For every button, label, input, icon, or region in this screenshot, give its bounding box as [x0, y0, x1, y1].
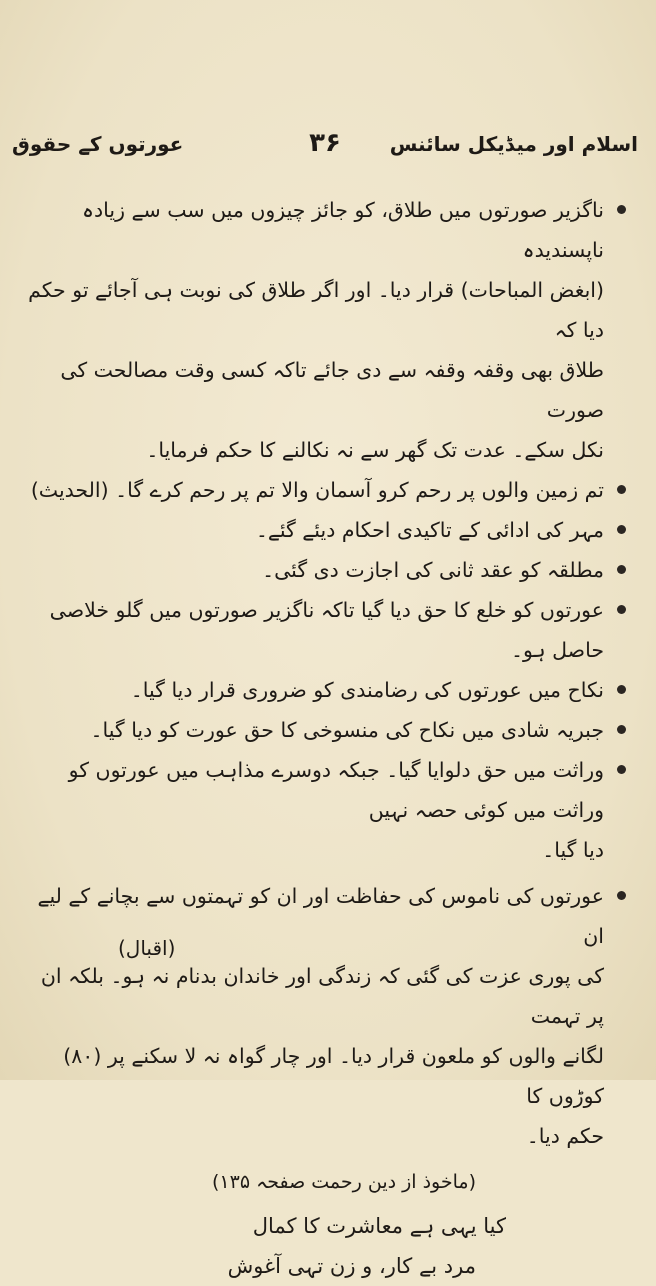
- bullet-icon: [617, 205, 626, 214]
- verse-line: کیا یہی ہے معاشرت کا کمال: [252, 1214, 506, 1238]
- bullet-icon: [617, 685, 626, 694]
- chapter-title: عورتوں کے حقوق: [12, 132, 184, 156]
- text-line: لگانے والوں کو ملعون قرار دیا۔ اور چار گواہ نہ لا سکنے پر (۸۰) کوڑوں کا: [63, 1044, 604, 1108]
- bullet-icon: [617, 565, 626, 574]
- text-line: وراثت میں حق دلوایا گیا۔ جبکہ دوسرے مذاہب میں عورتوں کو وراثت میں کوئی حصہ نہیں: [68, 758, 604, 822]
- text-line: (ابغض المباحات) قرار دیا۔ اور اگر طلاق کی نوبت ہی آجائے تو حکم دیا کہ: [28, 278, 604, 342]
- bullet-icon: [617, 891, 626, 900]
- text-line: نکل سکے۔ عدت تک گھر سے نہ نکالنے کا حکم فرمایا۔: [146, 438, 604, 462]
- bullet-item-inheritance: [26, 750, 626, 870]
- page-number: ۳۶: [309, 128, 341, 158]
- bullet-item-forced-marriage: [26, 710, 626, 750]
- bullet-icon: [617, 765, 626, 774]
- bullet-icon: [617, 605, 626, 614]
- text-line: عورتوں کو خلع کا حق دیا گیا تاکہ ناگزیر صورتوں میں گلو خلاصی حاصل ہو۔: [49, 598, 604, 662]
- verse-line: مرد بے کار، و زن تہی آغوش: [227, 1254, 476, 1278]
- page-header: [12, 128, 638, 168]
- text-line: ناگزیر صورتوں میں طلاق، کو جائز چیزوں میں سب سے زیادہ ناپسندیدہ: [82, 198, 604, 262]
- bullet-icon: [617, 525, 626, 534]
- bullet-item-divorce: [26, 190, 626, 470]
- text-line: نکاح میں عورتوں کی رضامندی کو ضروری قرار دیا گیا۔: [130, 678, 604, 702]
- source-citation: (ماخوذ از دین رحمت صفحہ ۱۳۵): [211, 1171, 476, 1193]
- text-line: مہر کی ادائی کے تاکیدی احکام دیئے گئے۔: [255, 518, 604, 542]
- bullet-item-mahr: [26, 510, 626, 550]
- bullet-item-khula: [26, 590, 626, 670]
- verse: [26, 1206, 506, 1286]
- poet-attribution: (اقبال): [118, 936, 176, 960]
- text-line: مطلقہ کو عقد ثانی کی اجازت دی گئی۔: [262, 558, 604, 582]
- bullet-item-remarriage: [26, 550, 626, 590]
- text-line: دیا گیا۔: [542, 838, 604, 862]
- text-line: طلاق بھی وقفہ وقفہ سے دی جائے تاکہ کسی وقت مصالحت کی صورت: [60, 358, 604, 422]
- text-line: حکم دیا۔: [526, 1124, 604, 1148]
- text-line: عورتوں کی ناموس کی حفاظت اور ان کو تہمتوں سے بچانے کے لیے ان: [37, 884, 604, 948]
- text-line: تم زمین والوں پر رحم کرو آسمان والا تم پر رحم کرے گا۔ (الحدیث): [30, 478, 604, 502]
- bullet-item-hadith: [26, 470, 626, 510]
- text-line: کی پوری عزت کی گئی کہ زندگی اور خاندان بدنام نہ ہو۔ بلکہ ان پر تہمت: [40, 964, 604, 1028]
- bullet-item-honour: [26, 876, 626, 1156]
- page-body: [26, 190, 626, 1286]
- book-title: اسلام اور میڈیکل سائنس: [389, 132, 638, 156]
- bullet-icon: [617, 725, 626, 734]
- text-line: جبریہ شادی میں نکاح کی منسوخی کا حق عورت کو دیا گیا۔: [90, 718, 604, 742]
- bullet-item-consent: [26, 670, 626, 710]
- bullet-icon: [617, 485, 626, 494]
